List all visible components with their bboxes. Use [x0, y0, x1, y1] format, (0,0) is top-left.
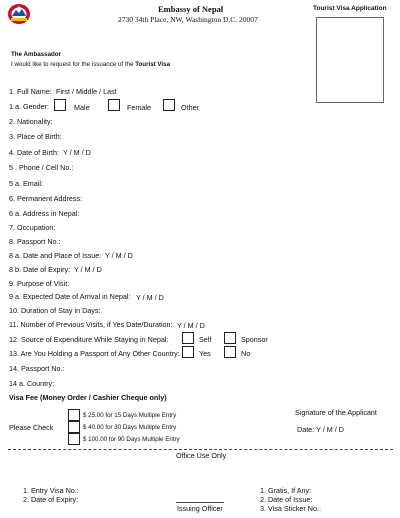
fee-30-days-checkbox[interactable]	[68, 421, 80, 433]
date-of-birth-label: 4. Date of Birth:	[9, 148, 59, 157]
passport-issue-hint[interactable]: Y / M / D	[105, 251, 133, 260]
other-passport-label: 13. Are You Holding a Passport of Any Other Country:	[9, 349, 180, 358]
expenditure-self-checkbox[interactable]	[182, 332, 194, 344]
photo-box[interactable]	[316, 17, 384, 103]
gratis-label: 1. Gratis, If Any:	[260, 486, 312, 495]
gender-male-checkbox[interactable]	[54, 99, 66, 111]
visa-sticker-label: 3. Visa Sticker No.:	[260, 504, 321, 513]
expenditure-sponsor-checkbox[interactable]	[224, 332, 236, 344]
passport-expiry-label: 8 b. Date of Expiry:	[9, 265, 71, 274]
other-passport-number-label: 14. Passport No.:	[9, 364, 65, 373]
gender-male-label: Male	[74, 103, 90, 112]
gender-other-checkbox[interactable]	[163, 99, 175, 111]
gender-other-label: Other	[181, 103, 199, 112]
please-check-label: Please Check	[9, 423, 54, 432]
passport-no-label: 8. Passport No.:	[9, 237, 61, 246]
gender-female-label: Female	[127, 103, 151, 112]
phone-label: 5 . Phone / Cell No.:	[9, 163, 74, 172]
gender-label: 1 a. Gender:	[9, 102, 49, 111]
embassy-address: 2730 34th Place, NW, Washington D.C. 20007	[118, 15, 258, 24]
signature-date-label: Date:	[297, 425, 315, 434]
nepal-emblem-icon	[7, 3, 31, 25]
fee-15-days-label: $ 25.00 for 15 Days Multiple Entry	[83, 412, 177, 419]
fee-30-days-label: $ 40.00 for 30 Days Multiple Entry	[83, 424, 177, 431]
expiry-date-label: 2. Date of Expiry:	[23, 495, 79, 504]
full-name-label: 1. Full Name:	[9, 87, 52, 96]
application-title: Tourist Visa Application	[313, 5, 387, 12]
request-text	[11, 61, 170, 68]
entry-visa-label: 1. Entry Visa No.:	[23, 486, 79, 495]
embassy-name: Embassy of Nepal	[158, 4, 224, 14]
expenditure-self-label: Self	[199, 335, 212, 344]
arrival-date-hint[interactable]: Y / M / D	[136, 293, 164, 302]
expenditure-label: 12. Source of Expenditure While Staying in Nepal:	[9, 335, 169, 344]
email-label: 5 a. Email:	[9, 179, 43, 188]
other-passport-no-checkbox[interactable]	[224, 346, 236, 358]
fee-90-days-checkbox[interactable]	[68, 433, 80, 445]
issuing-officer-line	[176, 502, 224, 503]
previous-visits-label: 11. Number of Previous Visits, if Yes Date/Duration:	[9, 320, 173, 329]
arrival-date-label: 9 a. Expected Date of Arrival in Nepal:	[9, 292, 131, 301]
other-passport-yes-label: Yes	[199, 349, 211, 358]
gender-female-checkbox[interactable]	[108, 99, 120, 111]
date-of-birth-hint[interactable]: Y / M / D	[63, 148, 91, 157]
country-label: 14 a. Country:	[9, 379, 55, 388]
office-divider	[8, 449, 393, 450]
request-prefix: I would like to request for the issuance of the	[11, 61, 134, 68]
place-of-birth-label: 3. Place of Birth:	[9, 132, 62, 141]
other-passport-no-label: No	[241, 349, 251, 358]
occupation-label: 7. Occupation:	[9, 223, 56, 232]
visa-fee-heading: Visa Fee (Money Order / Cashier Cheque only)	[9, 393, 167, 402]
fee-15-days-checkbox[interactable]	[68, 409, 80, 421]
permanent-address-label: 6. Permanent Address:	[9, 194, 83, 203]
request-visa-type: Tourist Visa	[135, 61, 171, 68]
passport-issue-label: 8 a. Date and Place of Issue:	[9, 251, 102, 260]
other-passport-yes-checkbox[interactable]	[182, 346, 194, 358]
expenditure-sponsor-label: Sponsor	[241, 335, 268, 344]
issuing-officer-label: Issuing Officer	[177, 504, 223, 513]
office-use-heading: Office Use Only	[176, 451, 227, 460]
full-name-hint[interactable]: First / Middle / Last	[56, 87, 117, 96]
purpose-label: 9. Purpose of Visit:	[9, 279, 70, 288]
nationality-label: 2. Nationality:	[9, 117, 53, 126]
signature-date-field[interactable]	[297, 425, 344, 434]
signature-date-hint: Y / M / D	[316, 425, 344, 434]
signature-label: Signature of the Applicant	[295, 408, 377, 417]
passport-expiry-hint[interactable]: Y / M / D	[74, 265, 102, 274]
duration-label: 10. Duration of Stay in Days:	[9, 306, 101, 315]
salutation: The Ambassador	[11, 51, 61, 58]
fee-90-days-label: $ 100.00 for 90 Days Multiple Entry	[83, 436, 180, 443]
address-nepal-label: 6 a. Address in Nepal:	[9, 209, 80, 218]
previous-visits-hint[interactable]: Y / M / D	[177, 321, 205, 330]
issue-date-label: 2. Date of Issue:	[260, 495, 313, 504]
